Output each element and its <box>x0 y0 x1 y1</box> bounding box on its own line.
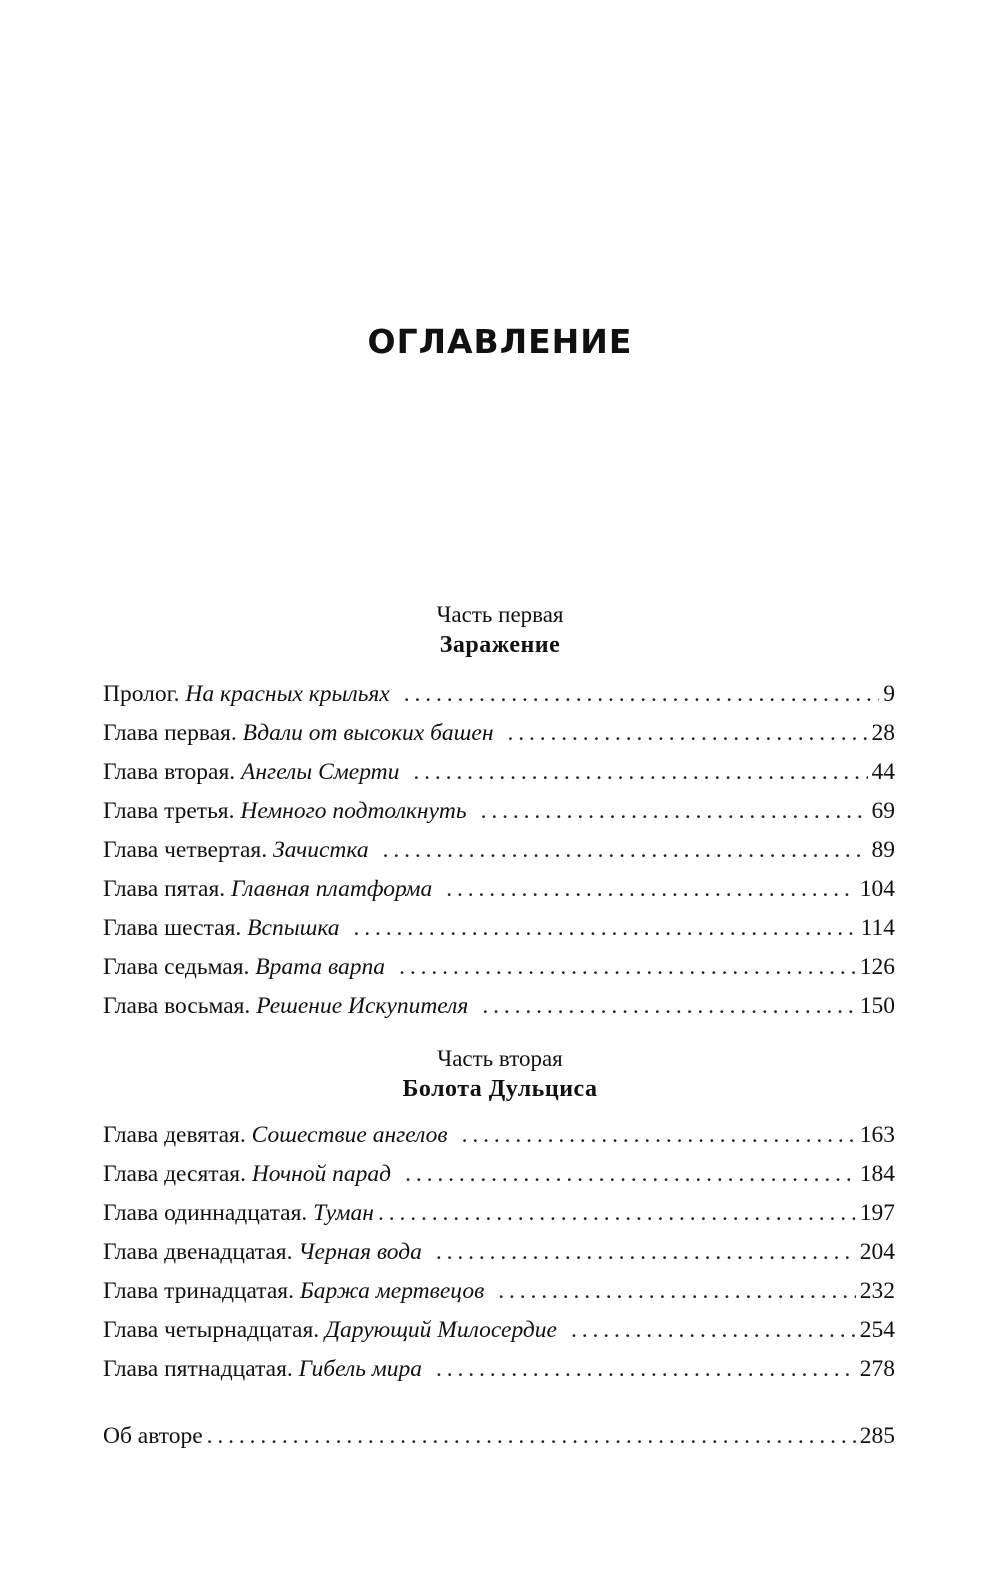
toc-entry-prefix: Глава пятая. <box>103 876 231 902</box>
toc-entry[interactable] <box>103 753 895 792</box>
dot-leader <box>383 831 868 870</box>
toc-entry-page: 44 <box>871 759 895 785</box>
toc-entry-title: Врата варпа <box>255 954 386 980</box>
toc-entry[interactable] <box>103 831 895 870</box>
toc-entry-prefix: Глава четвертая. <box>103 837 273 863</box>
part-two-title: Болота Дульциса <box>402 1076 598 1102</box>
dot-leader <box>436 1350 856 1389</box>
toc-entry-title: Немного подтолкнуть <box>240 798 467 824</box>
toc-entry-prefix: Глава двенадцатая. <box>103 1239 299 1265</box>
dot-leader <box>405 1155 856 1194</box>
toc-entry-title: Зачистка <box>272 837 369 863</box>
toc-entry[interactable] <box>103 1116 895 1155</box>
dot-leader <box>436 1233 856 1272</box>
toc-entry-prefix: Глава одиннадцатая. <box>103 1200 314 1226</box>
toc-entry[interactable] <box>103 948 895 987</box>
dot-leader <box>481 792 868 831</box>
toc-entry[interactable] <box>103 909 895 948</box>
page-title: ОГЛАВЛЕНИЕ <box>367 322 633 361</box>
part-one-title: Заражение <box>439 632 561 658</box>
toc-entry-page: 254 <box>859 1317 895 1343</box>
toc-entry-prefix: Глава тринадцатая. <box>103 1278 300 1304</box>
toc-entry-page: 89 <box>871 837 895 863</box>
toc-entry-title: Вдали от высоких башен <box>242 720 494 746</box>
toc-entry-title: На красных крыльях <box>185 681 390 707</box>
toc-entry[interactable] <box>103 1350 895 1389</box>
toc-entry-page: 197 <box>859 1200 895 1226</box>
toc-entry-page: 278 <box>859 1356 895 1382</box>
toc-entry-page: 163 <box>859 1122 895 1148</box>
toc-entry-about-page: 285 <box>859 1423 895 1449</box>
dot-leader <box>571 1311 856 1350</box>
dot-leader <box>498 1272 855 1311</box>
toc-entry-prefix: Глава четырнадцатая. <box>103 1317 326 1343</box>
toc-entry-prefix: Глава седьмая. <box>103 954 256 980</box>
toc-entry[interactable] <box>103 1311 895 1350</box>
toc-entry-page: 150 <box>859 993 895 1019</box>
dot-leader <box>482 987 855 1026</box>
toc-entry-page: 104 <box>859 876 895 902</box>
dot-leader <box>462 1116 856 1155</box>
dot-leader <box>399 948 856 987</box>
toc-entry-prefix: Глава третья. <box>103 798 241 824</box>
toc-entry-page: 232 <box>859 1278 895 1304</box>
part-one-toc-list <box>103 675 895 1026</box>
dot-leader <box>446 870 855 909</box>
toc-entry[interactable] <box>103 1194 895 1233</box>
toc-entry-title: Ночной парад <box>251 1161 392 1187</box>
part-two-heading <box>0 1044 1000 1104</box>
part-one-heading <box>0 600 1000 660</box>
dot-leader <box>378 1194 856 1233</box>
toc-entry-prefix: Пролог. <box>103 681 186 707</box>
part-one-label: Часть первая <box>436 602 564 627</box>
toc-entry-title: Вспышка <box>247 915 340 941</box>
toc-entry-page: 9 <box>883 681 895 707</box>
about-toc-list <box>103 1417 895 1456</box>
toc-entry[interactable] <box>103 1233 895 1272</box>
toc-entry-prefix: Глава восьмая. <box>103 993 257 1019</box>
toc-entry-page: 184 <box>859 1161 895 1187</box>
toc-entry-title: Решение Искупителя <box>256 993 469 1019</box>
toc-entry-title: Сошествие ангелов <box>251 1122 448 1148</box>
toc-entry-title: Черная вода <box>298 1239 422 1265</box>
toc-entry-title: Главная платформа <box>231 876 433 902</box>
toc-entry-prefix: Глава девятая. <box>103 1122 252 1148</box>
toc-entry[interactable] <box>103 792 895 831</box>
dot-leader <box>207 1417 856 1456</box>
toc-entry-page: 126 <box>859 954 895 980</box>
toc-entry-page: 204 <box>859 1239 895 1265</box>
toc-entry-page: 114 <box>860 915 895 941</box>
dot-leader <box>413 753 867 792</box>
toc-entry-title: Гибель мира <box>298 1356 423 1382</box>
part-two-toc-list <box>103 1116 895 1389</box>
toc-entry-prefix: Глава вторая. <box>103 759 242 785</box>
toc-entry[interactable] <box>103 1272 895 1311</box>
dot-leader <box>354 909 857 948</box>
toc-entry-prefix: Глава пятнадцатая. <box>103 1356 299 1382</box>
toc-entry-prefix: Глава первая. <box>103 720 243 746</box>
toc-entry[interactable] <box>103 675 895 714</box>
dot-leader <box>508 714 868 753</box>
toc-entry-about-label: Об авторе <box>103 1423 203 1449</box>
toc-entry-prefix: Глава шестая. <box>103 915 248 941</box>
toc-entry-title: Баржа мертвецов <box>299 1278 485 1304</box>
toc-entry[interactable] <box>103 1155 895 1194</box>
toc-entry-title: Туман <box>313 1200 374 1226</box>
toc-entry-title: Ангелы Смерти <box>241 759 400 785</box>
toc-entry-page: 28 <box>871 720 895 746</box>
toc-entry[interactable] <box>103 714 895 753</box>
toc-entry-title: Дарующий Милосердие <box>325 1317 557 1343</box>
toc-entry-prefix: Глава десятая. <box>103 1161 252 1187</box>
toc-entry-about[interactable] <box>103 1417 895 1456</box>
toc-entry-page: 69 <box>871 798 895 824</box>
dot-leader <box>404 675 880 714</box>
toc-entry[interactable] <box>103 987 895 1026</box>
toc-entry[interactable] <box>103 870 895 909</box>
part-two-label: Часть вторая <box>437 1046 563 1071</box>
